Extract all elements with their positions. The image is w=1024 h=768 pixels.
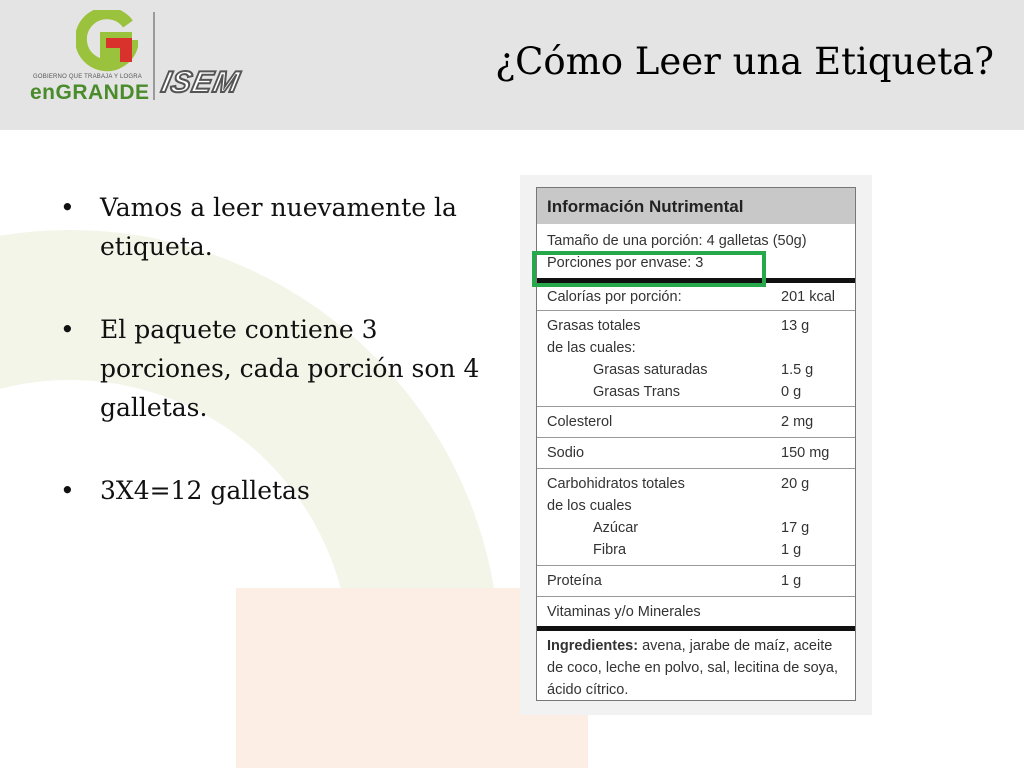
sodium-row — [537, 442, 855, 464]
label-cholesterol-section — [537, 407, 855, 438]
logo-divider — [153, 12, 155, 100]
bullet-marker: • — [60, 476, 75, 505]
sugar-value: 17 g — [781, 520, 810, 536]
ingredients — [537, 631, 855, 701]
carbs-label: Carbohidratos totales — [547, 476, 685, 492]
bullet-text: Vamos a leer nuevamente la etiqueta. — [100, 193, 457, 261]
label-sodium-section — [537, 438, 855, 469]
cholesterol-row — [537, 411, 855, 433]
label-carbs-section — [537, 469, 855, 566]
vitamins-row: Vitaminas y/o Minerales — [547, 604, 701, 620]
label-protein-section — [537, 566, 855, 597]
sodium-label: Sodio — [547, 445, 585, 461]
logo-wordmark — [30, 81, 150, 105]
trans-fat-row — [537, 381, 855, 403]
trans-fat-label: Grasas Trans — [593, 384, 681, 400]
protein-row — [537, 570, 855, 592]
protein-value: 1 g — [781, 573, 802, 589]
servings-per-container: Porciones por envase: 3 — [547, 255, 704, 271]
slide-title: ¿Cómo Leer una Etiqueta? — [495, 40, 994, 83]
sat-fat-value: 1.5 g — [781, 362, 814, 378]
ingredients-label: Ingredientes: — [547, 638, 639, 654]
sodium-value: 150 mg — [781, 445, 830, 461]
carbs-of-which: de los cuales — [547, 498, 632, 514]
fat-value: 13 g — [781, 318, 810, 334]
sugar-row — [537, 517, 855, 539]
fat-label: Grasas totales — [547, 318, 641, 334]
cholesterol-label: Colesterol — [547, 414, 613, 430]
carbs-row — [537, 473, 855, 495]
servings-highlight-box — [532, 251, 766, 287]
slide-header — [0, 0, 1024, 130]
sugar-label: Azúcar — [593, 520, 639, 536]
logo-caption: GOBIERNO QUE TRABAJA Y LOGRA — [33, 74, 142, 80]
fat-row — [537, 315, 855, 337]
cholesterol-value: 2 mg — [781, 414, 814, 430]
bullet-item — [60, 188, 500, 266]
protein-label: Proteína — [547, 573, 602, 589]
bullet-marker: • — [60, 315, 75, 344]
sat-fat-row — [537, 359, 855, 381]
sat-fat-label: Grasas saturadas — [593, 362, 708, 378]
g-logo-icon — [76, 10, 138, 72]
bullet-text: El paquete contiene 3 porciones, cada porción son 4 galletas. — [100, 315, 480, 422]
fiber-row — [537, 539, 855, 561]
carbs-value: 20 g — [781, 476, 810, 492]
label-vitamins-section — [537, 597, 855, 631]
calories-row — [537, 287, 855, 307]
calories-value: 201 kcal — [781, 289, 836, 305]
logo-word-prefix: en — [30, 81, 56, 104]
fat-of-which: de las cuales: — [547, 340, 636, 356]
bullet-item — [60, 310, 500, 427]
fiber-value: 1 g — [781, 542, 802, 558]
calories-label: Calorías por porción: — [547, 289, 682, 305]
serving-size: Tamaño de una porción: 4 galletas (50g) — [547, 233, 807, 249]
logo-word-main: GRANDE — [55, 81, 150, 104]
isem-logo: ISEM — [158, 66, 243, 99]
label-calories-section — [537, 283, 855, 311]
trans-fat-value: 0 g — [781, 384, 802, 400]
ingredients-text: avena, jarabe de maíz, aceite de coco, leche en polvo, sal, lecitina de soya, ácido cítrico. — [547, 638, 838, 698]
label-fat-section — [537, 311, 855, 407]
bullet-marker: • — [60, 193, 75, 222]
bullet-item — [60, 471, 500, 510]
bullet-text: 3X4=12 galletas — [100, 476, 310, 505]
gobierno-en-grande-logo — [30, 10, 150, 105]
label-title: Información Nutrimental — [537, 188, 855, 224]
fiber-label: Fibra — [593, 542, 627, 558]
bullet-list — [60, 188, 500, 554]
